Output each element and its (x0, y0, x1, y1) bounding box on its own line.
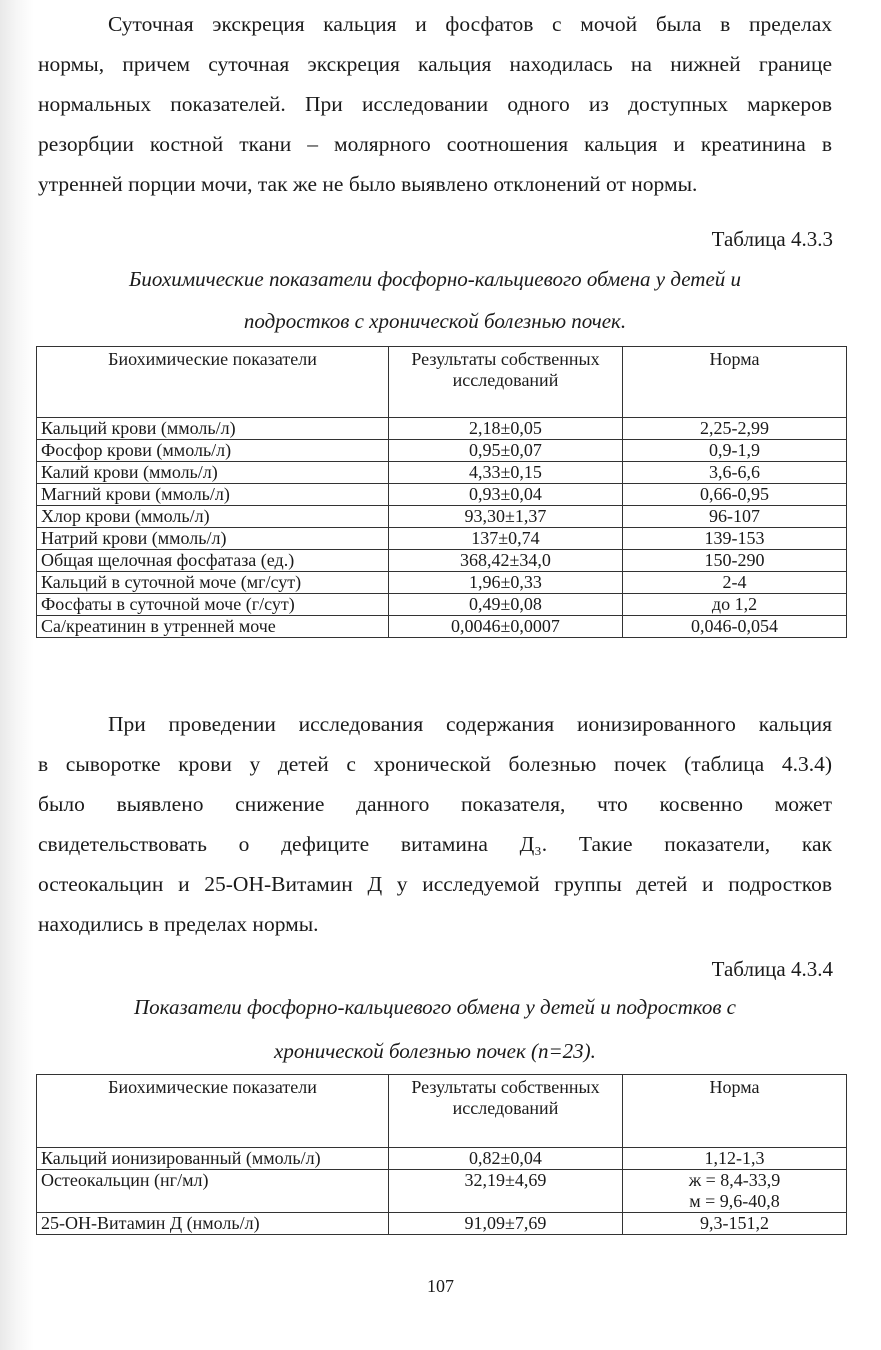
table-2-label: Таблица 4.3.4 (711, 957, 833, 981)
cell-norm: 9,3-151,2 (623, 1213, 847, 1235)
cell-norm: 0,046-0,054 (623, 616, 847, 638)
cell-indicator: 25-ОН-Витамин Д (нмоль/л) (37, 1213, 389, 1235)
cell-indicator: Фосфаты в суточной моче (г/сут) (37, 594, 389, 616)
paragraph-1-line: нормы, причем суточная экскреция кальция находилась на нижней границе (38, 52, 832, 76)
table-1-caption-line-2: подростков с хронической болезнью почек. (243, 309, 627, 333)
header-cell-results: Результаты собственных исследований (389, 1075, 623, 1148)
cell-indicator: Кальций ионизированный (ммоль/л) (37, 1148, 389, 1170)
table-row (37, 594, 847, 616)
cell-result: 4,33±0,15 (389, 462, 623, 484)
paragraph-2-line: находились в пределах нормы. (38, 912, 319, 936)
paragraph-2-line: При проведении исследования содержания ионизированного кальция (108, 712, 832, 736)
cell-result: 1,96±0,33 (389, 572, 623, 594)
table-row (37, 418, 847, 440)
cell-norm: до 1,2 (623, 594, 847, 616)
table-2-header-row (37, 1075, 847, 1148)
paragraph-1-line: резорбции костной ткани – молярного соотношения кальция и креатинина в (38, 132, 832, 156)
header-cell-norm: Норма (623, 1075, 847, 1148)
table-1-header-row (37, 347, 847, 418)
table-row (37, 484, 847, 506)
cell-indicator: Калий крови (ммоль/л) (37, 462, 389, 484)
header-cell-indicator: Биохимические показатели (37, 1075, 389, 1148)
paragraph-2-line: остеокальцин и 25-ОН-Витамин Д у исследуемой группы детей и подростков (38, 872, 832, 896)
cell-indicator: Хлор крови (ммоль/л) (37, 506, 389, 528)
paragraph-2-line: в сыворотке крови у детей с хронической болезнью почек (таблица 4.3.4) (38, 752, 832, 776)
cell-norm: 2-4 (623, 572, 847, 594)
table-row (37, 506, 847, 528)
table-1-label: Таблица 4.3.3 (711, 227, 833, 251)
cell-norm: 1,12-1,3 (623, 1148, 847, 1170)
paragraph-1-line: утренней порции мочи, так же не было выявлено отклонений от нормы. (38, 172, 698, 196)
paragraph-2-line: свидетельствовать о дефиците витамина Д₃. Такие показатели, как (38, 832, 832, 856)
table-row (37, 616, 847, 638)
table-row (37, 1213, 847, 1235)
table-row (37, 1148, 847, 1170)
paragraph-1 (38, 4, 832, 204)
cell-norm: 3,6-6,6 (623, 462, 847, 484)
table-1 (36, 346, 847, 638)
header-cell-indicator: Биохимические показатели (37, 347, 389, 418)
table-1-caption-line-1: Биохимические показатели фосфорно-кальциевого обмена у детей и (128, 267, 742, 291)
table-row (37, 550, 847, 572)
cell-indicator: Кальций в суточной моче (мг/сут) (37, 572, 389, 594)
cell-norm: 2,25-2,99 (623, 418, 847, 440)
cell-result: 0,82±0,04 (389, 1148, 623, 1170)
cell-result: 0,95±0,07 (389, 440, 623, 462)
paragraph-1-line: Суточная экскреция кальция и фосфатов с мочой была в пределах (108, 12, 832, 36)
cell-norm: 139-153 (623, 528, 847, 550)
table-row (37, 1170, 847, 1213)
cell-result: 0,0046±0,0007 (389, 616, 623, 638)
table-2-caption-line-2: хронической болезнью почек (n=23). (274, 1039, 596, 1063)
cell-norm: 150-290 (623, 550, 847, 572)
cell-indicator: Остеокальцин (нг/мл) (37, 1170, 389, 1213)
cell-indicator: Фосфор крови (ммоль/л) (37, 440, 389, 462)
cell-result: 137±0,74 (389, 528, 623, 550)
page-number: 107 (427, 1276, 454, 1296)
table-row (37, 462, 847, 484)
cell-result: 0,93±0,04 (389, 484, 623, 506)
cell-result: 93,30±1,37 (389, 506, 623, 528)
cell-indicator: Натрий крови (ммоль/л) (37, 528, 389, 550)
header-cell-norm: Норма (623, 347, 847, 418)
cell-indicator: Кальций крови (ммоль/л) (37, 418, 389, 440)
cell-result: 91,09±7,69 (389, 1213, 623, 1235)
paragraph-2 (38, 704, 832, 944)
cell-indicator: Общая щелочная фосфатаза (ед.) (37, 550, 389, 572)
cell-indicator: Ca/креатинин в утренней моче (37, 616, 389, 638)
paragraph-2-line: было выявлено снижение данного показателя, что косвенно может (38, 792, 832, 816)
cell-norm: 0,9-1,9 (623, 440, 847, 462)
cell-norm: 96-107 (623, 506, 847, 528)
cell-result: 32,19±4,69 (389, 1170, 623, 1213)
cell-result: 2,18±0,05 (389, 418, 623, 440)
header-cell-results: Результаты собственных исследований (389, 347, 623, 418)
paragraph-1-line: нормальных показателей. При исследовании одного из доступных маркеров (38, 92, 832, 116)
cell-indicator: Магний крови (ммоль/л) (37, 484, 389, 506)
cell-norm: ж = 8,4-33,9 м = 9,6-40,8 (623, 1170, 847, 1213)
table-row (37, 572, 847, 594)
table-2 (36, 1074, 847, 1235)
cell-result: 368,42±34,0 (389, 550, 623, 572)
table-row (37, 528, 847, 550)
cell-norm: 0,66-0,95 (623, 484, 847, 506)
table-row (37, 440, 847, 462)
table-2-caption-line-1: Показатели фосфорно-кальциевого обмена у детей и подростков с (133, 995, 737, 1019)
cell-result: 0,49±0,08 (389, 594, 623, 616)
